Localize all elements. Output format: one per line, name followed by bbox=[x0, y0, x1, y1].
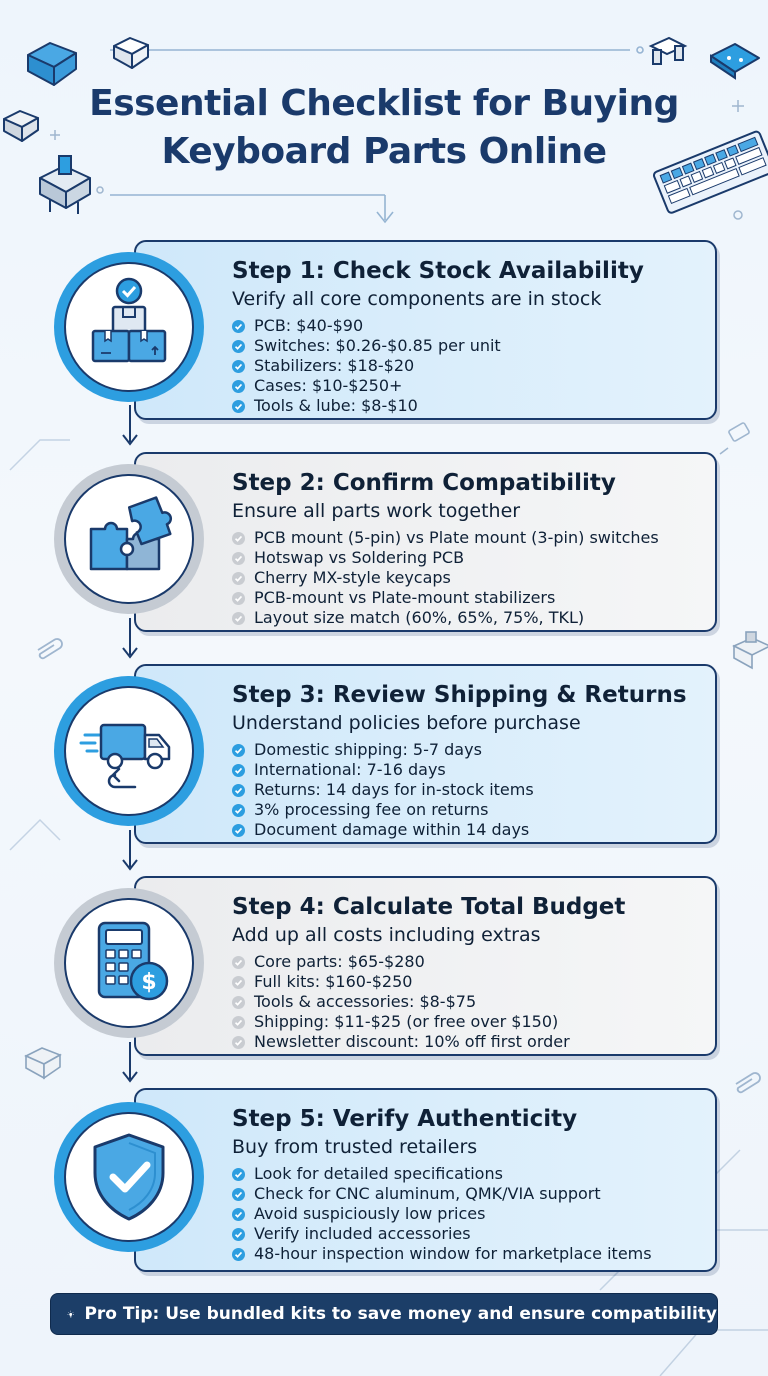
check-icon bbox=[232, 1036, 245, 1049]
step-card-5 bbox=[134, 1088, 717, 1272]
check-icon bbox=[232, 1248, 245, 1261]
step-icon-circle-5 bbox=[54, 1102, 204, 1252]
check-icon bbox=[232, 1208, 245, 1221]
check-icon bbox=[232, 552, 245, 565]
step-subtitle: Buy from trusted retailers bbox=[232, 1136, 478, 1158]
list-item: PCB: $40-$90 bbox=[232, 316, 707, 336]
check-icon bbox=[232, 612, 245, 625]
list-item: Avoid suspiciously low prices bbox=[232, 1204, 707, 1224]
list-item: Core parts: $65-$280 bbox=[232, 952, 707, 972]
list-item: PCB mount (5-pin) vs Plate mount (3-pin) switches bbox=[232, 528, 707, 548]
check-icon bbox=[232, 1188, 245, 1201]
step-icon-circle-1 bbox=[54, 252, 204, 402]
step-subtitle: Add up all costs including extras bbox=[232, 924, 541, 946]
check-icon bbox=[232, 532, 245, 545]
list-item: 48-hour inspection window for marketplace items bbox=[232, 1244, 707, 1264]
step-card-2 bbox=[134, 452, 717, 632]
step-subtitle: Understand policies before purchase bbox=[232, 712, 581, 734]
pro-tip-banner bbox=[50, 1293, 718, 1335]
step-checklist bbox=[232, 528, 707, 628]
list-item: Cases: $10-$250+ bbox=[232, 376, 707, 396]
check-icon bbox=[232, 380, 245, 393]
check-icon bbox=[232, 1168, 245, 1181]
list-item: International: 7-16 days bbox=[232, 760, 707, 780]
list-item: Look for detailed specifications bbox=[232, 1164, 707, 1184]
list-item: Tools & accessories: $8-$75 bbox=[232, 992, 707, 1012]
step-icon-circle-2 bbox=[54, 464, 204, 614]
list-item: Newsletter discount: 10% off first order bbox=[232, 1032, 707, 1052]
check-icon bbox=[232, 744, 245, 757]
list-item: Document damage within 14 days bbox=[232, 820, 707, 840]
check-icon bbox=[232, 1228, 245, 1241]
check-icon bbox=[232, 320, 245, 333]
check-icon bbox=[232, 400, 245, 413]
step-card-3 bbox=[134, 664, 717, 844]
list-item: Shipping: $11-$25 (or free over $150) bbox=[232, 1012, 707, 1032]
check-icon bbox=[232, 784, 245, 797]
step-checklist bbox=[232, 316, 707, 416]
step-checklist bbox=[232, 740, 707, 840]
calculator-icon bbox=[79, 913, 179, 1013]
step-title: Step 1: Check Stock Availability bbox=[232, 258, 644, 284]
list-item: Hotswap vs Soldering PCB bbox=[232, 548, 707, 568]
delivery-truck-icon bbox=[79, 701, 179, 801]
lightbulb-icon bbox=[67, 1302, 74, 1326]
pro-tip-text: Pro Tip: Use bundled kits to save money and ensure compatibility bbox=[84, 1304, 717, 1324]
check-icon bbox=[232, 764, 245, 777]
step-checklist bbox=[232, 1164, 707, 1264]
step-card-1 bbox=[134, 240, 717, 420]
check-icon bbox=[232, 956, 245, 969]
step-subtitle: Ensure all parts work together bbox=[232, 500, 521, 522]
list-item: Check for CNC aluminum, QMK/VIA support bbox=[232, 1184, 707, 1204]
list-item: Stabilizers: $18-$20 bbox=[232, 356, 707, 376]
check-icon bbox=[232, 1016, 245, 1029]
list-item: Switches: $0.26-$0.85 per unit bbox=[232, 336, 707, 356]
check-icon bbox=[232, 592, 245, 605]
step-title: Step 3: Review Shipping & Returns bbox=[232, 682, 687, 708]
list-item: Full kits: $160-$250 bbox=[232, 972, 707, 992]
list-item: PCB-mount vs Plate-mount stabilizers bbox=[232, 588, 707, 608]
step-icon-circle-3 bbox=[54, 676, 204, 826]
list-item: Cherry MX-style keycaps bbox=[232, 568, 707, 588]
list-item: Verify included accessories bbox=[232, 1224, 707, 1244]
check-icon bbox=[232, 976, 245, 989]
check-icon bbox=[232, 340, 245, 353]
step-checklist bbox=[232, 952, 707, 1052]
check-icon bbox=[232, 804, 245, 817]
check-icon bbox=[232, 572, 245, 585]
step-icon-circle-4 bbox=[54, 888, 204, 1038]
check-icon bbox=[232, 360, 245, 373]
puzzle-icon bbox=[79, 489, 179, 589]
check-icon bbox=[232, 996, 245, 1009]
list-item: Returns: 14 days for in-stock items bbox=[232, 780, 707, 800]
boxes-icon bbox=[79, 277, 179, 377]
shield-check-icon bbox=[79, 1127, 179, 1227]
step-subtitle: Verify all core components are in stock bbox=[232, 288, 602, 310]
step-card-4 bbox=[134, 876, 717, 1056]
step-title: Step 2: Confirm Compatibility bbox=[232, 470, 616, 496]
list-item: Layout size match (60%, 65%, 75%, TKL) bbox=[232, 608, 707, 628]
step-title: Step 4: Calculate Total Budget bbox=[232, 894, 626, 920]
title-line-1: Essential Checklist for Buying bbox=[89, 83, 679, 124]
list-item: Tools & lube: $8-$10 bbox=[232, 396, 707, 416]
list-item: Domestic shipping: 5-7 days bbox=[232, 740, 707, 760]
title-line-2: Keyboard Parts Online bbox=[161, 131, 607, 172]
check-icon bbox=[232, 824, 245, 837]
step-title: Step 5: Verify Authenticity bbox=[232, 1106, 578, 1132]
svg-text:$: $ bbox=[141, 970, 157, 995]
list-item: 3% processing fee on returns bbox=[232, 800, 707, 820]
